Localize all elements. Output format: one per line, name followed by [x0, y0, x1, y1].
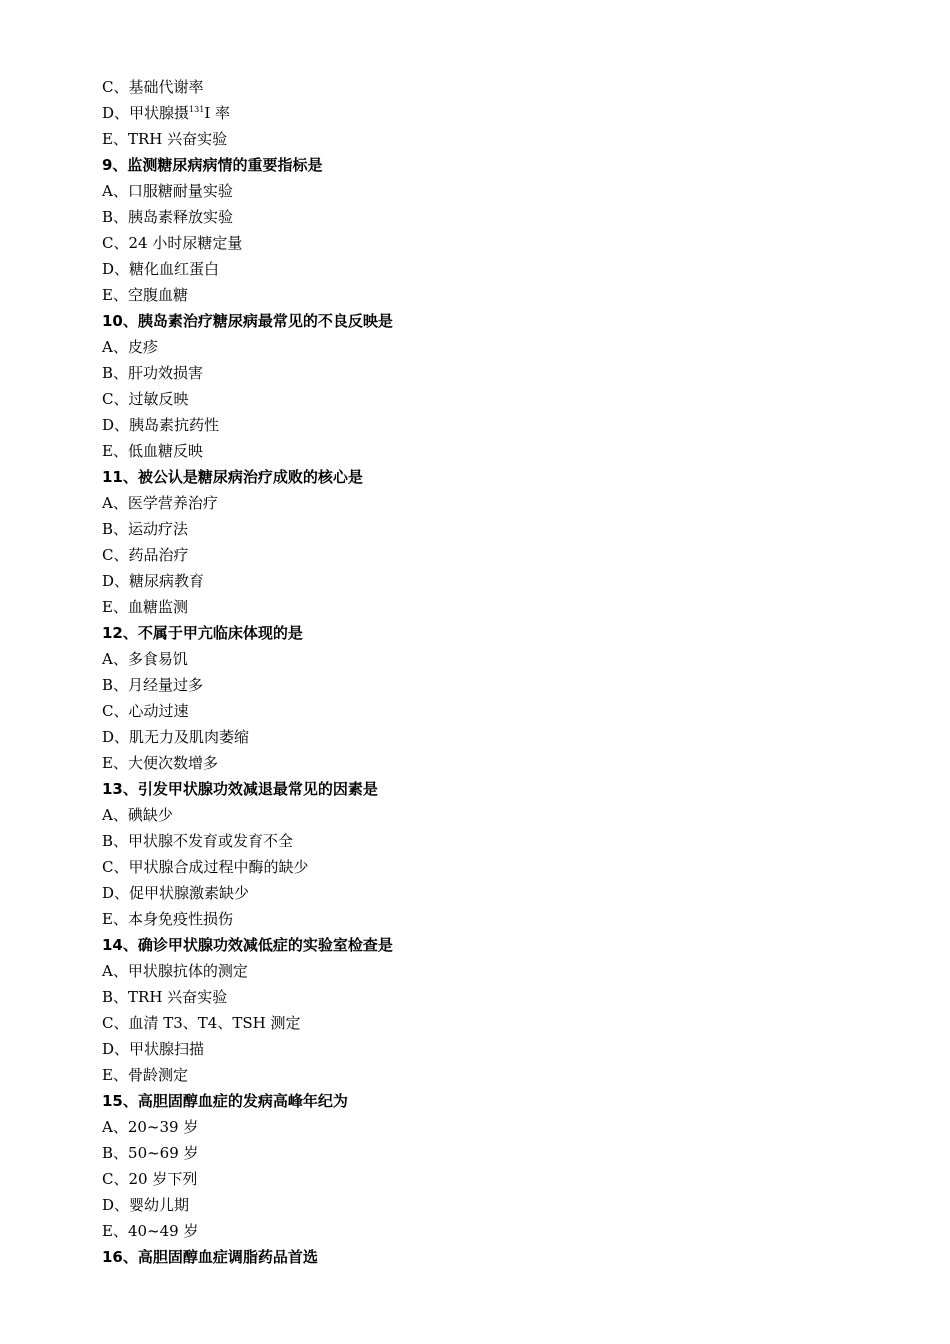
document-page	[102, 74, 902, 1270]
option-line: E、TRH 兴奋实验	[102, 130, 228, 148]
option-line: A、皮疹	[102, 338, 158, 356]
question-line: 16、高胆固醇血症调脂药品首选	[102, 1248, 318, 1266]
question-line: 9、监测糖尿病病情的重要指标是	[102, 156, 323, 174]
option-line: E、空腹血糖	[102, 286, 188, 304]
option-line: D、糖化血红蛋白	[102, 260, 220, 278]
option-line: B、运动疗法	[102, 520, 189, 538]
option-line	[102, 100, 902, 126]
option-line: E、骨龄测定	[102, 1066, 188, 1084]
option-line: E、低血糖反映	[102, 442, 203, 460]
option-line: C、过敏反映	[102, 390, 189, 408]
option-line: A、多食易饥	[102, 650, 188, 668]
option-line: C、20 岁下列	[102, 1170, 198, 1188]
option-line: C、24 小时尿糖定量	[102, 234, 243, 252]
question-line: 14、确诊甲状腺功效减低症的实验室检查是	[102, 936, 393, 954]
option-line: D、胰岛素抗药性	[102, 416, 220, 434]
option-line: B、甲状腺不发育或发育不全	[102, 832, 294, 850]
option-line: B、肝功效损害	[102, 364, 204, 382]
option-line: C、甲状腺合成过程中酶的缺少	[102, 858, 309, 876]
option-line: D、糖尿病教育	[102, 572, 205, 590]
option-line: B、50~69 岁	[102, 1144, 199, 1162]
option-line: E、40~49 岁	[102, 1222, 199, 1240]
option-line: B、月经量过多	[102, 676, 204, 694]
option-line: E、本身免疫性损伤	[102, 910, 233, 928]
option-line: E、血糖监测	[102, 598, 188, 616]
option-line: E、大便次数增多	[102, 754, 218, 772]
option-line: B、胰岛素释放实验	[102, 208, 234, 226]
option-line: A、甲状腺抗体的测定	[102, 962, 248, 980]
question-line: 12、不属于甲亢临床体现的是	[102, 624, 303, 642]
question-line: 10、胰岛素治疗糖尿病最常见的不良反映是	[102, 312, 393, 330]
question-line: 15、高胆固醇血症的发病高峰年纪为	[102, 1092, 348, 1110]
option-line: A、20~39 岁	[102, 1118, 199, 1136]
option-line: A、医学营养治疗	[102, 494, 218, 512]
option-line: A、碘缺少	[102, 806, 173, 824]
question-line: 11、被公认是糖尿病治疗成败的核心是	[102, 468, 363, 486]
question-line: 13、引发甲状腺功效减退最常见的因素是	[102, 780, 378, 798]
option-line: D、婴幼儿期	[102, 1196, 190, 1214]
option-text-tail: I 率	[204, 104, 231, 122]
option-line: D、甲状腺扫描	[102, 1040, 205, 1058]
option-line: C、血清 T3、T4、TSH 测定	[102, 1014, 301, 1032]
option-line: B、TRH 兴奋实验	[102, 988, 228, 1006]
option-line: C、心动过速	[102, 702, 189, 720]
option-line: D、肌无力及肌肉萎缩	[102, 728, 250, 746]
option-line: C、药品治疗	[102, 546, 189, 564]
option-line: D、促甲状腺激素缺少	[102, 884, 250, 902]
option-text: D、甲状腺摄	[102, 104, 190, 122]
superscript: 131	[189, 105, 205, 114]
option-line: C、基础代谢率	[102, 78, 204, 96]
option-line: A、口服糖耐量实验	[102, 182, 233, 200]
